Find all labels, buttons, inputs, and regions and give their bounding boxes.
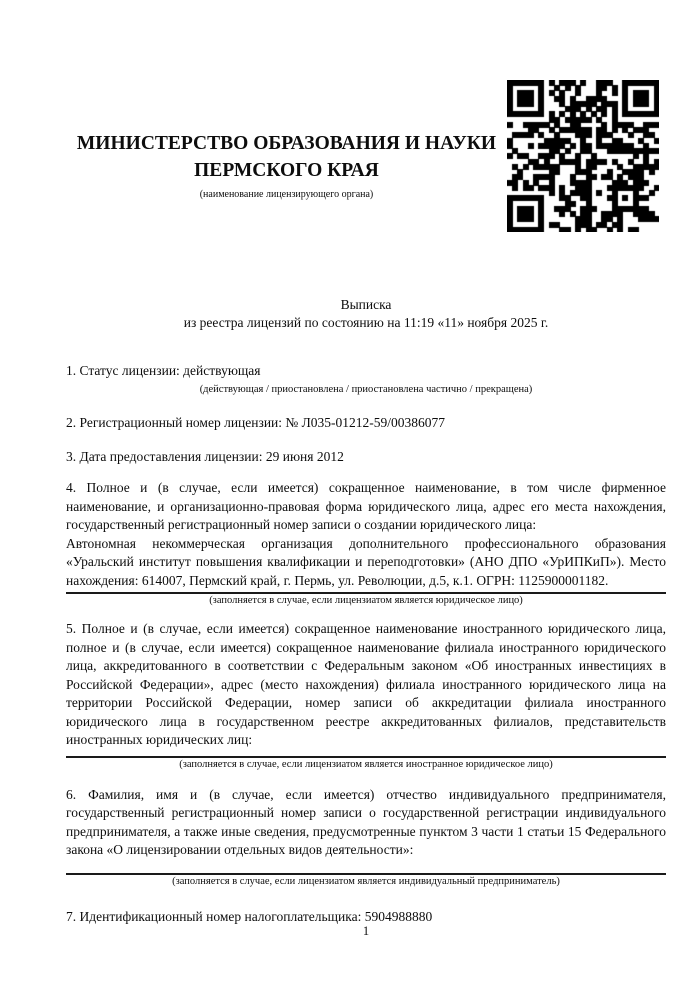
document-title-block (66, 296, 666, 331)
separator-line (66, 873, 666, 875)
legal-entity-label: 4. Полное и (в случае, если имеется) сокращенное наименование, в том числе фирменное наименование, и организационно-правовая форма юридического лица, адрес его места нахождения, государственный регистрационный номер записи о создании юридического лица: (66, 480, 666, 532)
license-status-hint: (действующая / приостановлена / приостановлена частично / прекращена) (199, 384, 533, 395)
legal-entity-note: (заполняется в случае, если лицензиатом является юридическое лицо) (209, 595, 523, 606)
license-status: 1. Статус лицензии: действующая (66, 363, 261, 378)
document-content (66, 0, 666, 926)
document-header (66, 80, 666, 232)
ministry-name (66, 130, 507, 184)
qr-code (507, 80, 659, 232)
ministry-name-line2: ПЕРМСКОГО КРАЯ (194, 160, 379, 181)
foreign-entity-note: (заполняется в случае, если лицензиатом является иностранное юридическое лицо) (179, 758, 553, 770)
license-registration-number: 2. Регистрационный номер лицензии: № Л035-01212-59/00386077 (66, 415, 446, 430)
licensing-authority-block (66, 80, 507, 200)
separator-line (66, 592, 666, 594)
page-number: 1 (362, 924, 370, 938)
entrepreneur-label: 6. Фамилия, имя и (в случае, если имеется) отчество индивидуального предпринимателя, государственный регистрационный номер записи о государственной регистрации индивидуального предпринимателя, а также иные сведения, предусмотренные пунктом 3 части 1 статьи 15 Федерального закона «О лицензировании отдельных видов деятельности»: (66, 786, 666, 857)
taxpayer-id: 7. Идентификационный номер налогоплательщика: 5904988880 (66, 908, 433, 924)
legal-entity-value: Автономная некоммерческая организация дополнительного профессионального образования «Уральский институт повышения квалификации и переподготовки» (АНО ДПО «УрИПКиП»). Место нахождения: 614007, Пермский край, г. Пермь, ул. Революции, д.5, к.1. ОГРН: 1125900001182. (66, 535, 666, 588)
entrepreneur-note: (заполняется в случае, если лицензиатом является индивидуальный предприниматель) (172, 875, 560, 887)
document-title: Выписка (340, 297, 392, 312)
separator-line (66, 756, 666, 758)
document-subtitle: из реестра лицензий по состоянию на 11:19 «11» ноября 2025 г. (183, 314, 549, 330)
license-grant-date: 3. Дата предоставления лицензии: 29 июня 2012 (66, 449, 344, 464)
foreign-entity-label: 5. Полное и (в случае, если имеется) сокращенное наименование иностранного юридического лица, полное и (в случае, если имеется) сокращенное наименование филиала иностранного юридического лица, аккредитованного в соответствии с Федеральным законом «Об иностранных инвестициях в Российской Федерации», адрес (место нахождения) филиала иностранного юридического лица на территории Российской Федерации, номер записи об аккредитации филиала иностранного юридического лица в государственном реестре аккредитованных филиалов, представительств иностранных юридических лиц: (66, 621, 666, 747)
ministry-name-line1: МИНИСТЕРСТВО ОБРАЗОВАНИЯ И НАУКИ (76, 133, 497, 154)
licensing-authority-caption: (наименование лицензирующего органа) (199, 189, 374, 200)
